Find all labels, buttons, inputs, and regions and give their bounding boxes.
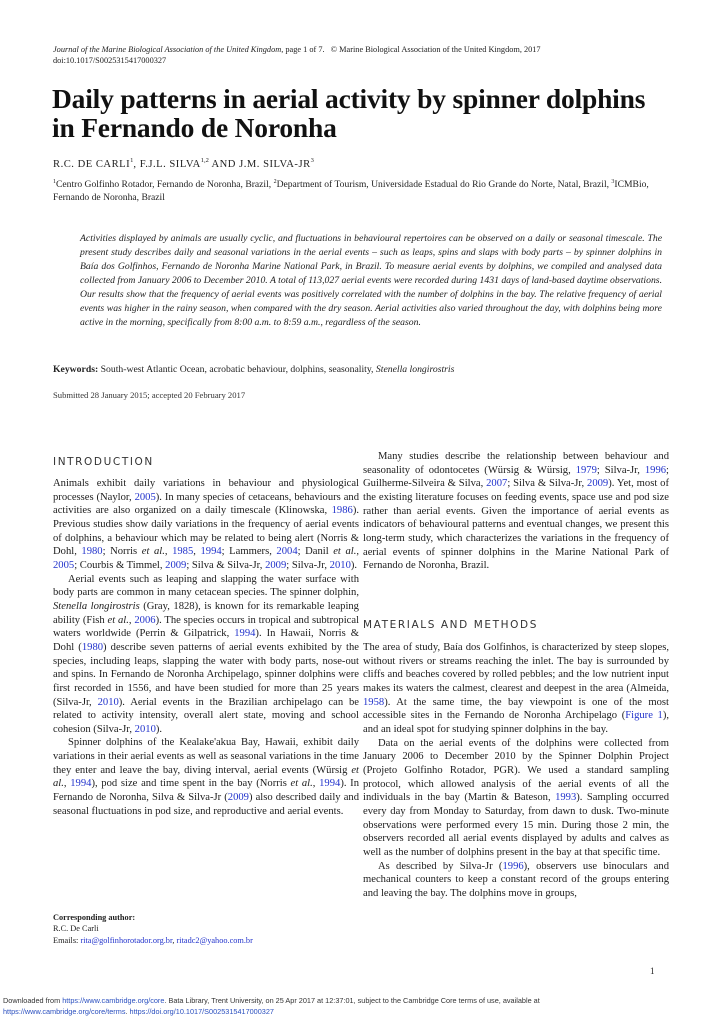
section-heading-introduction: INTRODUCTION: [53, 456, 154, 468]
author-name: R.C. DE CARLI: [53, 159, 131, 170]
article-title: Daily patterns in aerial activity by spinner dolphins in Fernando de Noronha: [52, 83, 646, 143]
footer-text: . Bata Library, Trent University, on 25 Apr 2017 at 12:37:01, subject to the Cambridge Core terms of use, available at: [164, 996, 540, 1005]
footer-link-doi[interactable]: https://doi.org/10.1017/S0025315417000327: [129, 1006, 274, 1016]
paragraph: The area of study, Baía dos Golfinhos, is characterized by steep slopes, without rivers or streams reaching the inlet. The bay is surrounded by cliffs and beaches covered by rolled pebbles; and the low nutrient input makes its waters the calmest, clearest and deepest in the area (Almeida, 1958). At the same time, the bay viewpoint is one of the most accessible sites in the Fernando de Noronha Archipelago (Figure 1), and an ideal spot for studying spinner dolphins in the bay.: [363, 642, 669, 735]
citation-link[interactable]: 2009: [587, 478, 609, 490]
citation-link[interactable]: 1994: [319, 778, 341, 790]
affil-sup: 2: [273, 179, 277, 185]
author-affil-sup: 1,2: [200, 157, 209, 164]
citation-link[interactable]: 1979: [575, 464, 597, 476]
running-head: [53, 44, 673, 66]
italic-text: et al.: [107, 614, 129, 626]
affiliation: Centro Golfinho Rotador, Fernando de Noronha, Brazil,: [56, 179, 274, 190]
italic-text: et al.: [53, 764, 359, 790]
italic-text: et al.: [141, 546, 165, 558]
keyword-species: Stenella longirostris: [375, 364, 455, 375]
italic-text: et al.: [290, 778, 313, 790]
paragraph: Data on the aerial events of the dolphins were collected from January 2006 to December 2010 by the Spinner Dolphin Project (Projeto Golfinho Rotador, PGR). We used a standard sampling protocol, which allowed analysis of the aerial events of all the individuals in the bay (Martin & Bateson, 1993). Sampling occurred every day from Monday to Saturday, from dawn to dusk. Two-minute observations were performed every 15 min. During those 2 min, the observers recorded all aerial events displayed by adults and calves as well as the number of dolphins present in the bay at that specific time.: [363, 737, 669, 858]
italic-text: Stenella longirostris: [53, 600, 140, 612]
citation-link[interactable]: 2010: [97, 696, 119, 708]
download-footer: [3, 996, 708, 1017]
author-affil-sup: 1: [130, 157, 134, 164]
doi: doi:10.1017/S0025315417000327: [53, 56, 167, 65]
journal-name: Journal of the Marine Biological Association of the United Kingdom: [53, 45, 282, 54]
footer-text: Downloaded from: [3, 996, 63, 1005]
corresponding-name: R.C. De Carli: [53, 924, 99, 934]
email-link[interactable]: rita@golfinhorotador.org.br: [80, 935, 173, 945]
section-heading-methods: MATERIALS AND METHODS: [363, 619, 538, 631]
citation-link[interactable]: 2004: [276, 546, 298, 558]
copyright: © Marine Biological Association of the United Kingdom, 2017: [330, 45, 541, 54]
citation-link[interactable]: 1996: [644, 464, 667, 476]
affiliation: ICMBio, Fernando de Noronha, Brazil: [53, 179, 649, 204]
author-sep: ,: [133, 159, 140, 170]
footer-link-core[interactable]: https://www.cambridge.org/core: [62, 996, 165, 1005]
citation-link[interactable]: 1994: [234, 628, 256, 640]
submission-dates: Submitted 28 January 2015; accepted 20 February 2017: [53, 390, 246, 400]
citation-link[interactable]: 2009: [265, 559, 287, 571]
affil-sup: 1: [53, 179, 56, 185]
paragraph: Spinner dolphins of the Kealake'akua Bay, Hawaii, exhibit daily variations in their aerial events as well as seasonal variations in the time they enter and leave the bay, diving interval, aerial events (Würsig et al., 1994), pod size and time spent in the bay (Norris et al., 1994). In Fernando de Noronha, Silva & Silva-Jr (2009) also described daily and seasonal fluctuations in pod size, and reproductive and aerial events.: [53, 737, 360, 817]
author-name: F.J.L. SILVA: [139, 159, 201, 170]
citation-link[interactable]: 2010: [329, 559, 351, 571]
citation-link[interactable]: 2009: [165, 559, 187, 571]
authors: [53, 157, 314, 170]
email-sep: ,: [172, 935, 177, 945]
citation-link[interactable]: 2005: [134, 491, 156, 503]
paragraph: Many studies describe the relationship between behaviour and seasonality of odontocetes (Würsig & Würsig, 1979; Silva-Jr, 1996; Guilherme-Silveira & Silva, 2007; Silva & Silva-Jr, 2009). Yet, most of the existing literature focuses on feeding events, space use and pod size rather than aerial events. Given the importance of aerial events as indicators of behavioural patterns and eventual changes, we present this long-term study, which characterizes the variations in the frequency of aerial events of spinner dolphins in the Marine National Park of Fernando de Noronha, Brazil.: [363, 451, 669, 572]
citation-link[interactable]: 1993: [555, 792, 577, 804]
affiliations: [53, 176, 663, 204]
footer-sep: .: [125, 1006, 130, 1016]
affiliation: Department of Tourism, Universidade Estadual do Rio Grande do Norte, Natal, Brazil,: [276, 179, 612, 190]
author-name: J.M. SILVA-JR: [239, 159, 311, 170]
affil-sup: 3: [611, 179, 615, 185]
author-sep: AND: [208, 159, 240, 170]
citation-link[interactable]: 1986: [331, 505, 353, 517]
right-column-methods: [363, 641, 669, 900]
keywords: [53, 364, 454, 375]
citation-link[interactable]: 1985: [172, 546, 194, 558]
abstract: Activities displayed by animals are usually cyclic, and fluctuations in behavioural repertoires can be observed on a daily or seasonal timescale. The present study describes daily and seasonal variations in the aerial events – such as leaps, spins and slaps with body parts – by spinner dolphins in Baía dos Golfinhos, Fernando de Noronha Marine National Park, in Brazil. To measure aerial events by dolphins, we compiled and analysed data collected from January 2006 to December 2010. A total of 113,027 aerial events were recorded during 1431 days of land-based daytime observations. Our results show that the frequency of aerial events was positively correlated with the number of dolphins in the bay. The relative frequency of aerial events was higher in the rainy season, when compared with the dry season. Aerial activities also varied throughout the day, with dolphins being more active in the morning, specifically from 8:00 a.m. to 8:59 a.m., regardless of the season.: [80, 233, 662, 329]
citation-link[interactable]: 1994: [200, 546, 222, 558]
keywords-list: South-west Atlantic Ocean, acrobatic behaviour, dolphins, seasonality,: [98, 364, 376, 375]
corresponding-author: [53, 912, 253, 946]
citation-link[interactable]: 1980: [81, 546, 103, 558]
citation-link[interactable]: 1996: [502, 860, 524, 872]
corresponding-label: Corresponding author:: [53, 913, 136, 922]
citation-link[interactable]: 1994: [70, 778, 92, 790]
page-number: 1: [650, 966, 655, 976]
citation-link[interactable]: 2010: [134, 723, 156, 735]
emails-label: Emails:: [53, 935, 81, 945]
paragraph: Aerial events such as leaping and slapping the water surface with body parts are common in many cetacean species. The spinner dolphin, Stenella longirostris (Gray, 1828), is known for its remarkable leaping ability (Fish et al., 2006). The species occurs in tropical and subtropical waters worldwide (Perrin & Gilpatrick, 1994). In Hawaii, Norris & Dohl (1980) describe seven patterns of aerial events exhibited by the species, including leaps, slapping the water with body parts, nose-out and spins. In Fernando de Noronha Archipelago, spinner dolphins were first recorded in 1556, and have been studied for more than 25 years (Silva-Jr, 2010). Aerial events in the Brazilian archipelago can be related to activity intensity, overall alert state, moving and school cohesion (Silva-Jr, 2010).: [53, 573, 360, 735]
paragraph: Animals exhibit daily variations in behaviour and physiological processes (Naylor, 2005). In many species of cetaceans, behaviours and activities are also organized on a daily timescale (Klinowska, 1986). Previous studies show daily variations in the frequency of aerial events of dolphins, a behaviour which may be related to being alert (Norris & Dohl, 1980; Norris et al., 1985, 1994; Lammers, 2004; Danil et al., 2005; Courbis & Timmel, 2009; Silva & Silva-Jr, 2009; Silva-Jr, 2010).: [53, 478, 359, 571]
keywords-label: Keywords:: [53, 364, 99, 375]
email-link[interactable]: ritadc2@yahoo.com.br: [176, 935, 253, 945]
citation-link[interactable]: 2009: [227, 792, 249, 804]
paragraph: As described by Silva-Jr (1996), observers use binoculars and mechanical counters to keep a constant record of the groups entering and leaving the bay. The dolphins move in groups,: [363, 860, 669, 899]
citation-link[interactable]: 2006: [134, 614, 156, 626]
citation-link[interactable]: 1980: [81, 641, 104, 653]
author-affil-sup: 3: [310, 157, 314, 164]
citation-link[interactable]: 2005: [53, 559, 75, 571]
right-column-intro: [363, 450, 669, 573]
citation-link[interactable]: 1958: [363, 696, 385, 708]
citation-link[interactable]: 2007: [486, 478, 508, 490]
citation-link[interactable]: Figure 1: [625, 710, 663, 722]
page-info: , page 1 of 7.: [281, 45, 325, 54]
left-column: [53, 477, 359, 818]
italic-text: et al.: [333, 546, 357, 558]
footer-link-terms[interactable]: https://www.cambridge.org/core/terms: [3, 1006, 126, 1016]
